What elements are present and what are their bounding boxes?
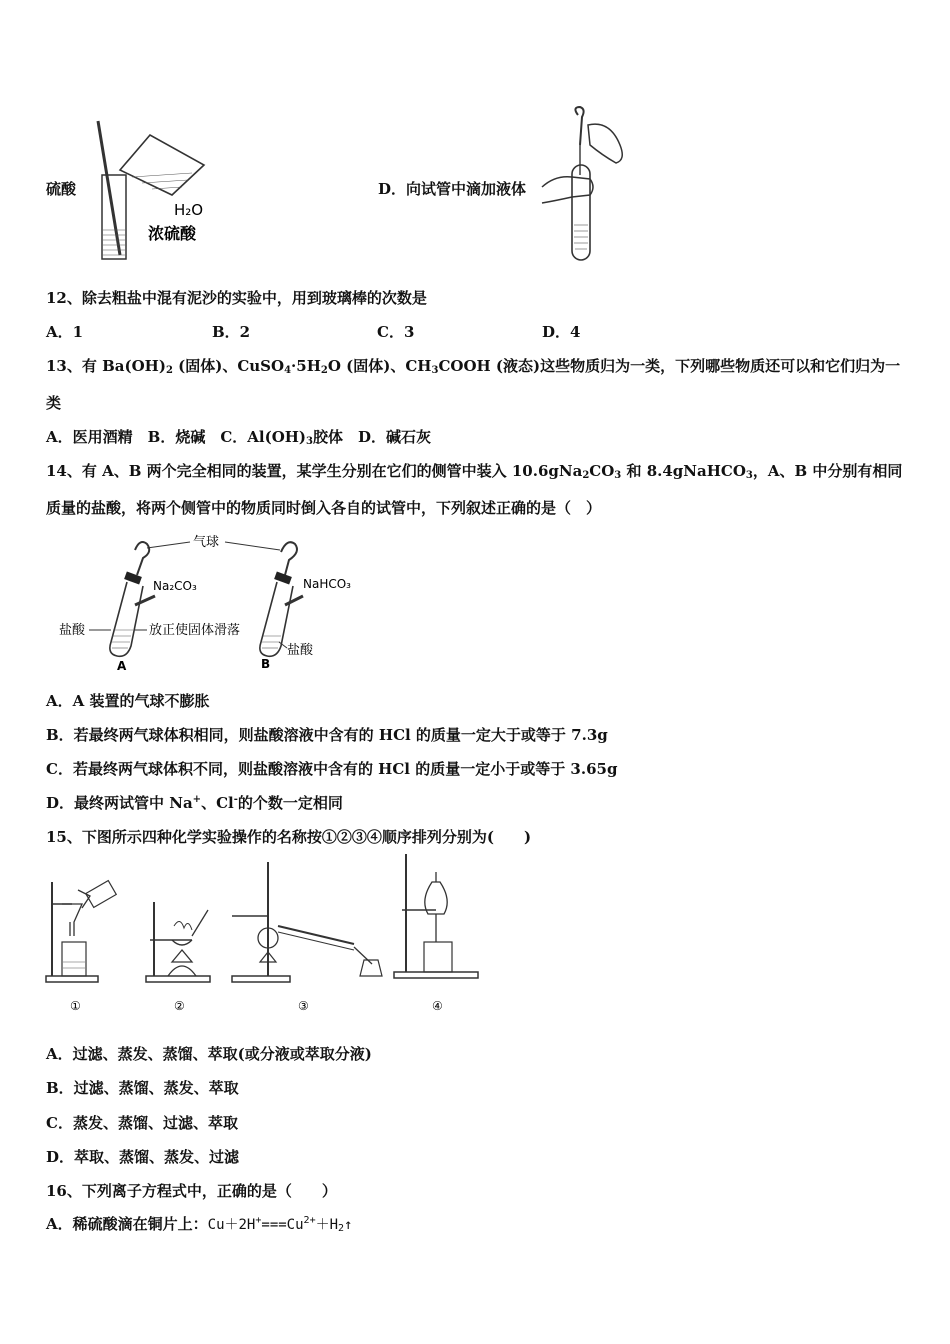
q13-stem: 13、有 $Ba(OH)_2$ (固体)、$CuSO_4\cdot 5H_2O$ (固体)、$CH_3COOH$ (液态)这些物质归为一类，下列哪些物质还可以和它们归为一 xyxy=(46,357,901,376)
fig-note-label: 放正使固体滑落 xyxy=(149,623,241,638)
q15-option-b: B．过滤、蒸馏、蒸发、萃取 xyxy=(46,1079,239,1097)
q16-stem: 16、下列离子方程式中，正确的是（ ） xyxy=(46,1182,337,1200)
q15-stem: 15、下图所示四种化学实验操作的名称按①②③④顺序排列分别为( ) xyxy=(46,828,532,846)
q11-option-c-label: 硫酸 xyxy=(46,180,77,198)
q15-option-c: C．蒸发、蒸馏、过滤、萃取 xyxy=(46,1114,238,1132)
fig-label-b: B xyxy=(261,657,271,671)
fig-label-4: ④ xyxy=(432,999,443,1013)
q15-figure xyxy=(42,852,492,1017)
fig-c-h2o-label: H₂O xyxy=(174,201,204,219)
q12-option-d: D．4 xyxy=(542,323,581,341)
fig-hcl-left-label: 盐酸 xyxy=(59,623,86,638)
q14-stem-line2: 质量的盐酸，将两个侧管中的物质同时倒入各自的试管中，下列叙述正确的是（ ） xyxy=(46,499,602,517)
q12-option-a: A．1 xyxy=(46,323,84,341)
q12-stem: 12、除去粗盐中混有泥沙的实验中，用到玻璃棒的次数是 xyxy=(46,289,427,307)
q12-option-b: B．2 xyxy=(212,323,251,341)
fig-balloon-label: 气球 xyxy=(193,535,220,550)
fig-nahco3-label: NaHCO₃ xyxy=(303,577,351,591)
fig-hcl-right-label: 盐酸 xyxy=(287,643,314,658)
q12-option-c: C．3 xyxy=(377,323,415,341)
q15-option-a: A．过滤、蒸发、蒸馏、萃取(或分液或萃取分液) xyxy=(46,1045,372,1063)
fig-label-2: ② xyxy=(174,999,185,1013)
fig-c-acid-label: 浓硫酸 xyxy=(148,224,197,243)
q11-figure-c xyxy=(92,115,232,265)
fig-label-1: ① xyxy=(70,999,81,1013)
q16-option-a: A．稀硫酸滴在铜片上：$Cu+2H^+===Cu^{2+}+H_2↑$ xyxy=(46,1215,353,1234)
q13-stem-line2: 类 xyxy=(46,394,62,412)
q14-option-a: A．A 装置的气球不膨胀 xyxy=(46,692,210,710)
fig-label-3: ③ xyxy=(298,999,309,1013)
q15-option-d: D．萃取、蒸馏、蒸发、过滤 xyxy=(46,1148,240,1166)
q14-figure xyxy=(55,530,365,675)
q14-option-d: D．最终两试管中 Na+、Cl-的个数一定相同 xyxy=(46,794,343,812)
q13-options: A．医用酒精 B．烧碱 C．$Al(OH)_3$胶体 D．碱石灰 xyxy=(46,428,432,447)
q14-option-b: B．若最终两气球体积相同，则盐酸溶液中含有的 HCl 的质量一定大于或等于 7.3g xyxy=(46,726,608,744)
q14-stem: 14、有 A、B 两个完全相同的装置，某学生分别在它们的侧管中装入 $10.6gNa_2CO_3$ 和 8.4gNaHCO$_3$，A、B 中分别有相同 xyxy=(46,462,903,481)
q14-option-c: C．若最终两气球体积不同，则盐酸溶液中含有的 HCl 的质量一定小于或等于 3.65g xyxy=(46,760,618,778)
q11-figure-d-dropper xyxy=(540,105,630,265)
q11-option-d: D．向试管中滴加液体 xyxy=(378,180,527,198)
fig-label-a: A xyxy=(117,659,127,673)
fig-na2co3-label: Na₂CO₃ xyxy=(153,579,197,593)
